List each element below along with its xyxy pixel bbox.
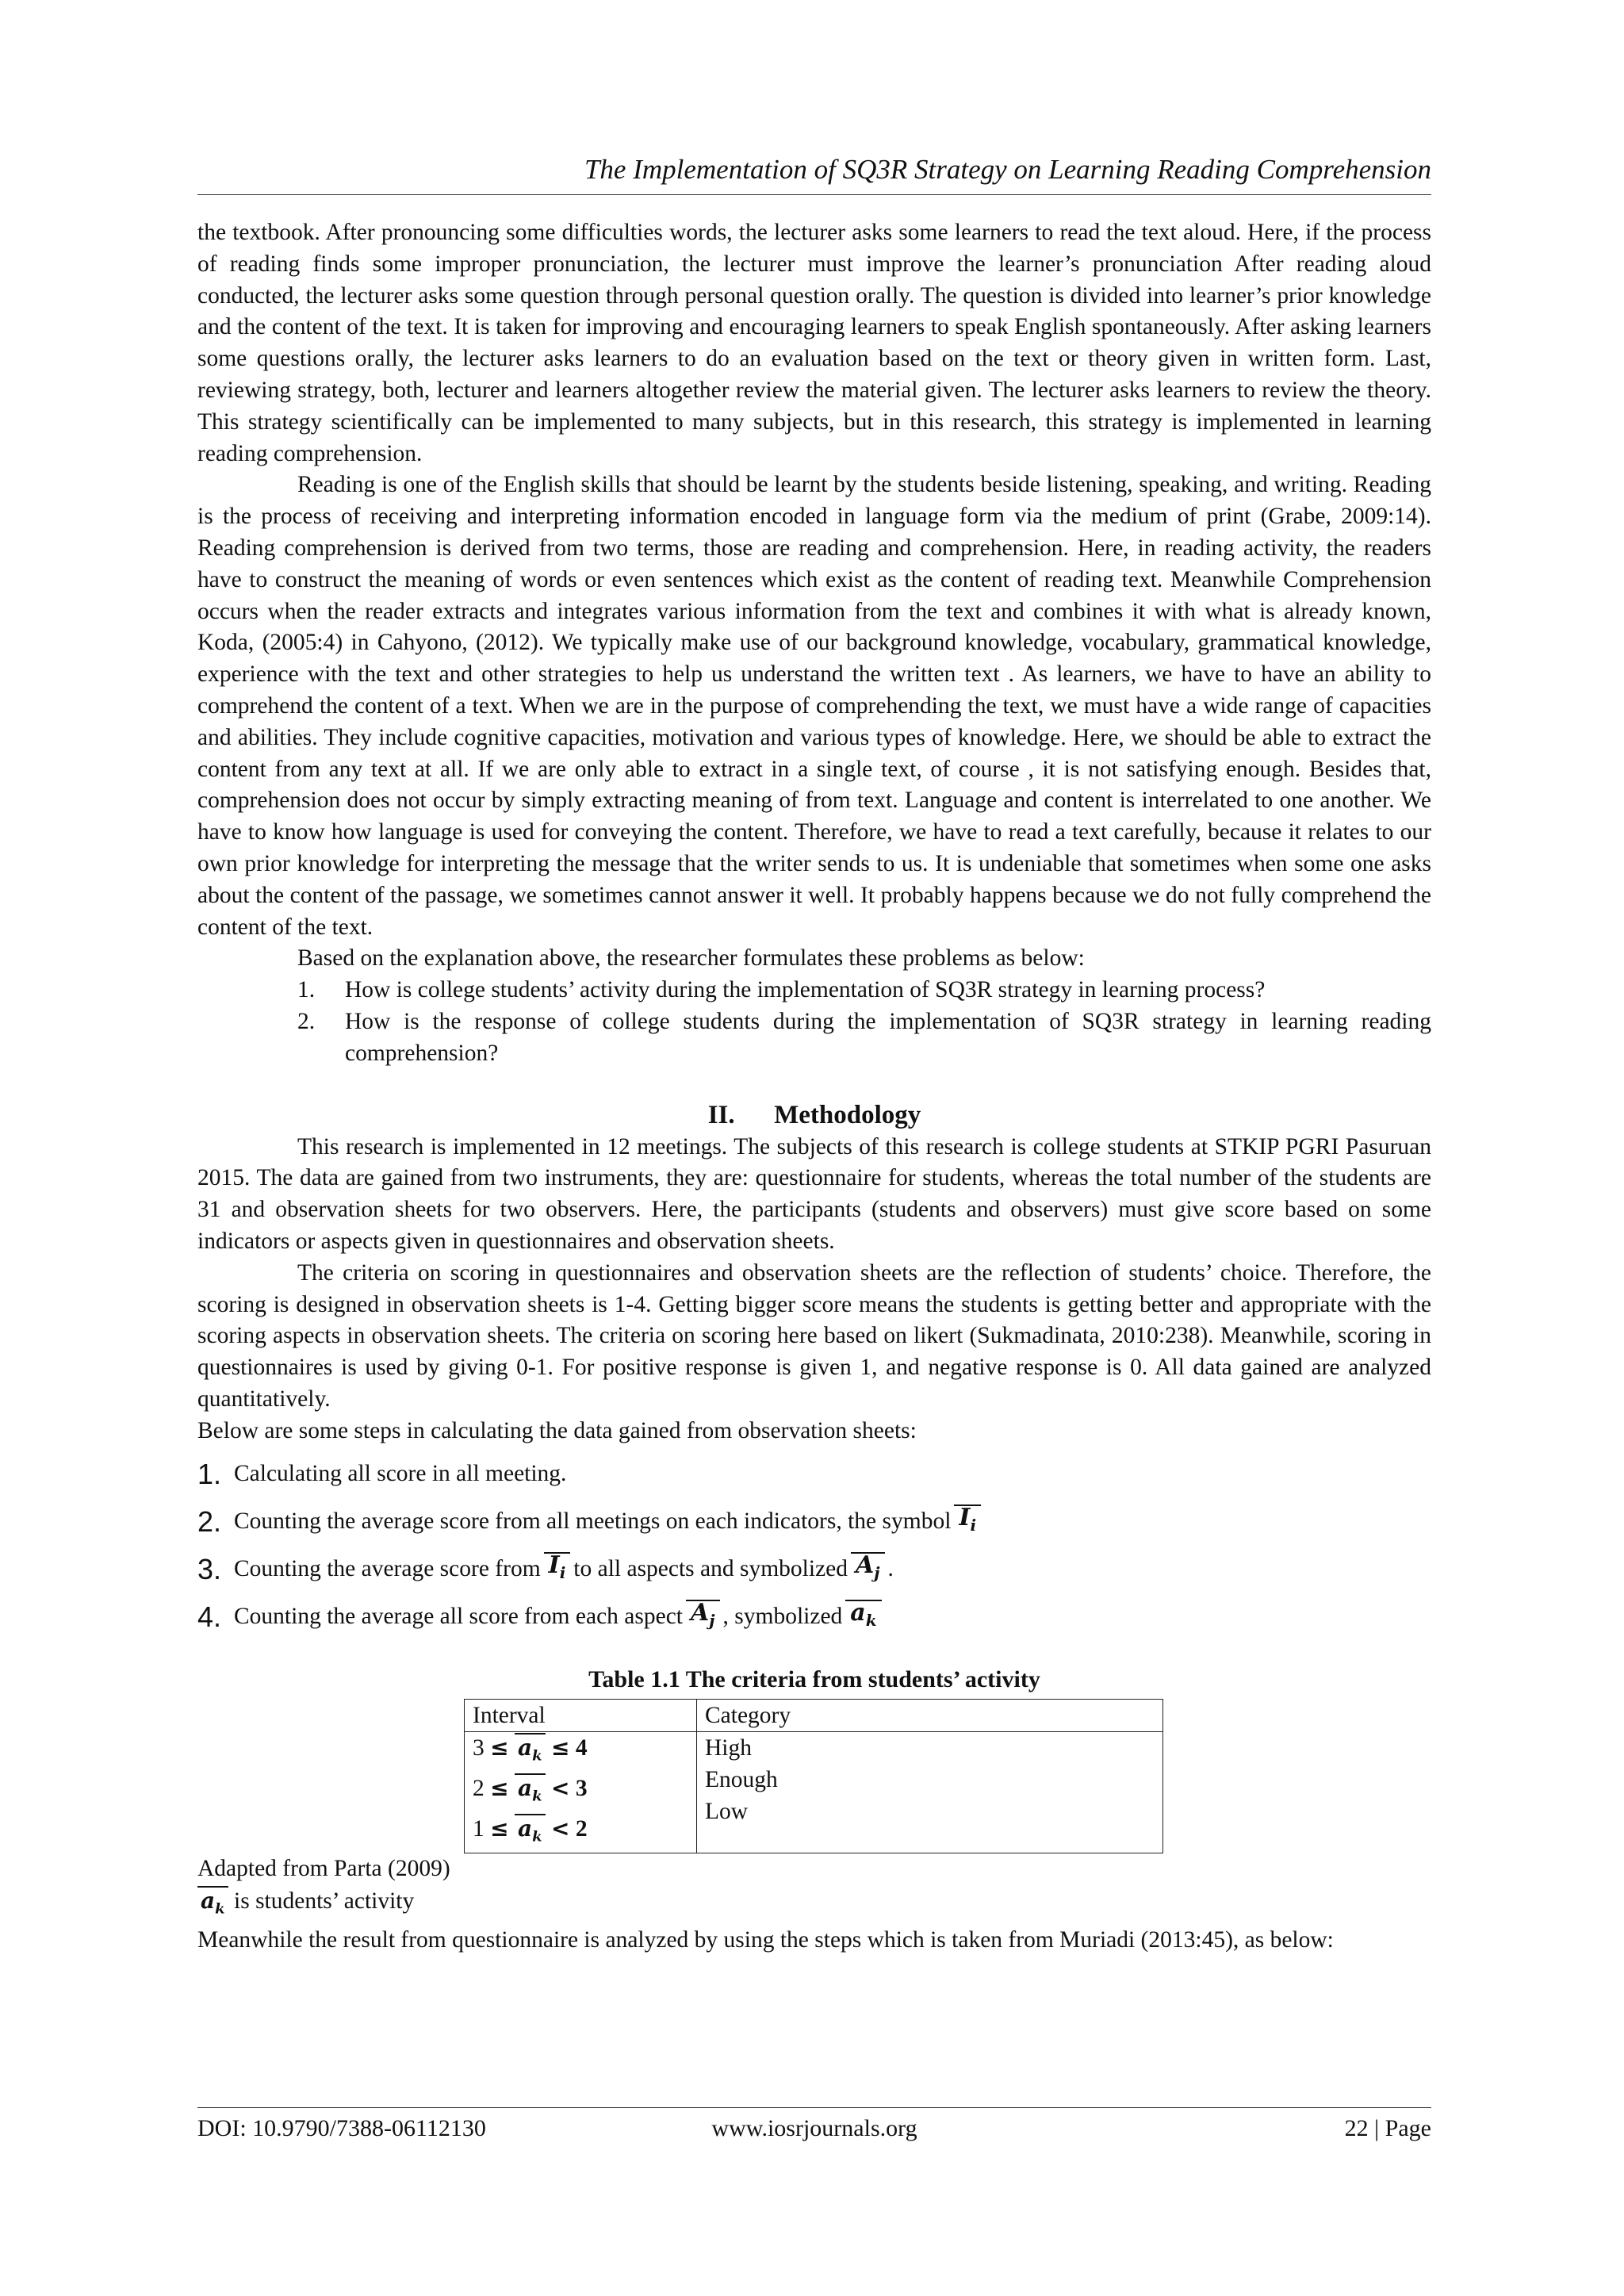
table-header-row <box>465 1700 1163 1732</box>
symbol-i-bar: $I_i$ <box>954 1504 981 1537</box>
section-heading: II. Methodology <box>707 1100 921 1129</box>
list-item <box>197 1006 1431 1070</box>
symbol-a-j-bar: $A_j$ <box>851 1552 885 1585</box>
symbol-i-bar: $I_i$ <box>544 1552 571 1585</box>
paragraph: the textbook. After pronouncing some difficulties words, the lecturer asks some learners to read the text aloud. Here, if the process of reading finds some improper pronunciation, the lecturer must improve the learner’s pronunciation After reading aloud conducted, the lecturer asks some question through personal question orally. The question is divided into learner’s prior knowledge and the content of the text. It is taken for improving and encouraging learners to speak English spontaneously. After asking learners some questions orally, the lecturer asks learners to do an evaluation based on the text or theory given in written form. Last, reviewing strategy, both, lecturer and learners altogether review the material given. The lecturer asks learners to review the theory. This strategy scientifically can be implemented to many subjects, but in this research, this strategy is implemented in learning reading comprehension. <box>197 220 1431 466</box>
list-text: How is the response of college students during the implementation of SQ3R strategy in learning reading comprehension? <box>345 1008 1431 1066</box>
paragraph: Reading is one of the English skills that should be learnt by the students beside listening, speaking, and writing. Reading is the process of receiving and interpreting information encoded in language form via the medium of print (Grabe, 2009:14). Reading comprehension is derived from two terms, those are reading and comprehension. Here, in reading activity, the readers have to construct the meaning of words or even sentences which exist as the content of reading text. Meanwhile Comprehension occurs when the reader extracts and integrates various information from the text and combines it with what is already known, Koda, (2005:4) in Cahyono, (2012). We typically make use of our background knowledge, vocabulary, grammatical knowledge, experience with the text and other strategies to help us understand the written text . As learners, we have to have an ability to comprehend the content of a text. When we are in the purpose of comprehending the text, we must have a wide range of capacities and abilities. They include cognitive capacities, motivation and various types of knowledge. Here, we should be able to extract the content from any text at all. If we are only able to extract in a single text, of course , it is not satisfying enough. Besides that, comprehension does not occur by simply extracting meaning of from text. Language and content is interrelated to one another. We have to know how language is used for conveying the content. Therefore, we have to read a text carefully, because it relates to our own prior knowledge for interpreting the message that the writer sends to us. It is undeniable that sometimes when some one asks about the content of the passage, we sometimes cannot answer it well. It probably happens because we do not fully comprehend the content of the text. <box>197 472 1431 940</box>
list-text: Counting the average score from <box>234 1555 541 1581</box>
footer-page: 22 | Page <box>1344 2115 1431 2141</box>
symbol-a-k-bar: $a_k$ <box>845 1600 881 1632</box>
list-text: Counting the average score from all meetings on each indicators, the symbol <box>234 1508 952 1534</box>
footer-doi: DOI: 10.9790/7388-06112130 <box>197 2115 486 2141</box>
header-divider <box>197 194 1431 195</box>
list-number: 2. <box>197 1504 222 1538</box>
list-item <box>197 1585 1431 1632</box>
problem-list <box>197 975 1431 1069</box>
list-text: Counting the average all score from each aspect <box>234 1603 683 1629</box>
list-text: How is college students’ activity during the implementation of SQ3R strategy in learning process? <box>345 977 1266 1003</box>
paragraph: Below are some steps in calculating the data gained from observation sheets: <box>197 1417 917 1443</box>
criteria-table <box>464 1699 1163 1853</box>
list-number: 2. <box>297 1008 316 1034</box>
symbol-note: $a_k$ is students’ activity <box>197 1885 1431 1925</box>
list-text: . <box>887 1555 894 1581</box>
table-source: Adapted from Parta (2009) <box>197 1856 450 1882</box>
category: Enough <box>705 1767 778 1793</box>
footer-divider <box>197 2107 1431 2108</box>
interval: $2 \le a_k < 3$ <box>473 1775 588 1805</box>
list-text: , symbolized <box>722 1603 843 1629</box>
category: Low <box>705 1799 749 1825</box>
list-item <box>197 975 1431 1006</box>
list-number: 1. <box>197 1457 222 1490</box>
paragraph: Meanwhile the result from questionnaire is analyzed by using the steps which is taken from Muriadi (2013:45), as below: <box>197 1927 1334 1953</box>
list-number: 4. <box>197 1600 222 1633</box>
table-caption: Table 1.1 The criteria from students’ activity <box>588 1666 1040 1693</box>
body-text <box>197 217 1431 1957</box>
paragraph: Based on the explanation above, the researcher formulates these problems as below: <box>297 945 1085 972</box>
list-text: Calculating all score in all meeting. <box>234 1460 567 1486</box>
interval: $1 \le a_k < 2$ <box>473 1815 588 1846</box>
paragraph: The criteria on scoring in questionnaires and observation sheets are the reflection of students’ choice. Therefore, the scoring is designed in observation sheets is 1-4. Getting bigger score means the students is getting better and appropriate with the scoring aspects in observation sheets. The criteria on scoring here based on likert (Sukmadinata, 2010:238). Meanwhile, scoring in questionnaires is used by giving 0-1. For positive response is given 1, and negative response is 0. All data gained are analyzed quantitatively. <box>197 1259 1431 1412</box>
category-cell <box>697 1732 1163 1853</box>
list-item <box>197 1489 1431 1537</box>
paragraph: This research is implemented in 12 meetings. The subjects of this research is college students at STKIP PGRI Pasuruan 2015. The data are gained from two instruments, they are: questionnaire for students, whereas the total number of the students are 31 and observation sheets for two observers. Here, the participants (students and observers) must give score based on some indicators or aspects given in questionnaires and observation sheets. <box>197 1133 1431 1254</box>
footer-site: www.iosrjournals.org <box>711 2115 917 2141</box>
steps-list <box>197 1447 1431 1632</box>
list-number: 3. <box>197 1552 222 1585</box>
list-text: to all aspects and symbolized <box>573 1555 848 1581</box>
symbol-a-j-bar: $A_j$ <box>686 1600 720 1632</box>
table-row <box>465 1732 1163 1853</box>
interval-cell <box>465 1732 697 1853</box>
interval: $3 \le a_k \le 4$ <box>473 1734 588 1765</box>
list-item <box>197 1537 1431 1585</box>
table-header: Interval <box>465 1700 697 1732</box>
list-item <box>197 1447 1431 1489</box>
list-number: 1. <box>297 977 316 1003</box>
table-header: Category <box>697 1700 1163 1732</box>
page <box>197 0 1431 2296</box>
running-title: The Implementation of SQ3R Strategy on Learning Reading Comprehension <box>584 154 1431 185</box>
category: High <box>705 1735 752 1761</box>
symbol-a-k-bar: $a_k$ <box>197 1886 228 1914</box>
